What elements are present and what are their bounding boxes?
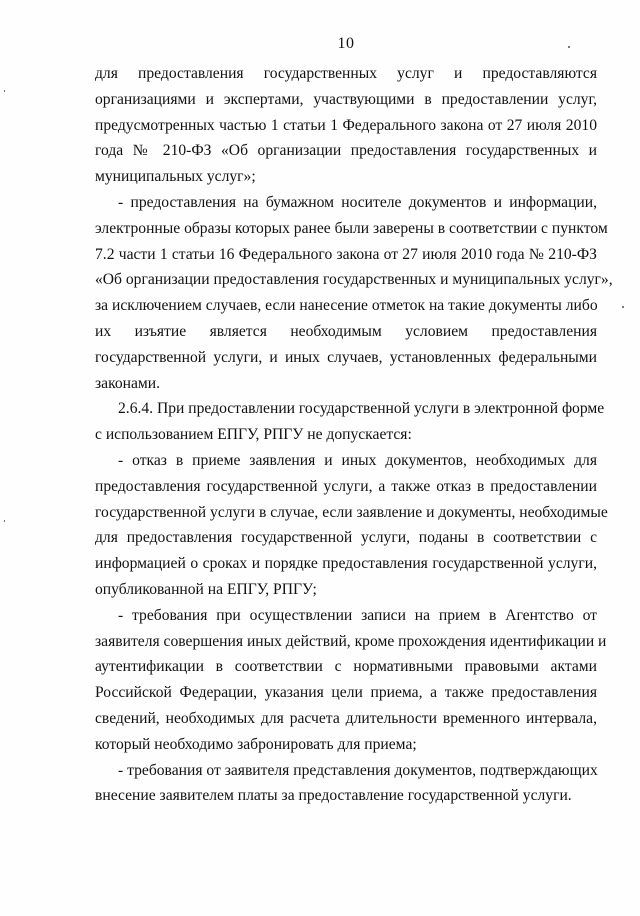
- text-line: с использованием ЕПГУ, РПГУ не допускается:: [95, 426, 412, 444]
- text-line: электронные образы которых ранее были заверены в соответствии с пунктом: [95, 219, 608, 237]
- paragraph: [95, 758, 597, 810]
- text-line: предоставления государственной услуги, а также отказ в предоставлении: [95, 477, 597, 495]
- text-line: законами.: [95, 374, 161, 392]
- text-line: сведений, необходимых для расчета длительности временного интервала,: [95, 709, 597, 727]
- text-line: - предоставления на бумажном носителе документов и информации,: [118, 193, 597, 211]
- text-line: информацией о сроках и порядке предоставления государственной услуги,: [95, 555, 597, 573]
- paragraph: [95, 190, 613, 396]
- text-line: опубликованной на ЕПГУ, РПГУ;: [95, 580, 317, 598]
- text-line: «Об организации предоставления государственных и муниципальных услуг»,: [95, 271, 613, 289]
- text-line: Российской Федерации, указания цели приема, а также предоставления: [95, 684, 597, 702]
- paragraph: [95, 396, 605, 448]
- text-line: государственной услуги в случае, если заявление и документы, необходимые: [95, 503, 608, 521]
- paragraph: [95, 61, 597, 190]
- text-line: - требования при осуществлении записи на прием в Агентство от: [118, 606, 597, 624]
- text-line: за исключением случаев, если нанесение отметок на такие документы либо: [95, 297, 598, 315]
- text-line: года № 210-ФЗ «Об организации предоставления государственных и: [95, 142, 597, 160]
- text-line: - требования от заявителя представления документов, подтверждающих: [118, 761, 598, 779]
- document-body: [95, 61, 613, 809]
- text-line: муниципальных услуг»;: [95, 168, 256, 186]
- text-line: - отказ в приеме заявления и иных документов, необходимых для: [118, 451, 597, 469]
- text-line: 7.2 части 1 статьи 16 Федерального закона от 27 июля 2010 года № 210-ФЗ: [95, 245, 597, 263]
- paragraph: [95, 448, 608, 603]
- text-line: государственной услуги, и иных случаев, установленных федеральными: [95, 348, 597, 366]
- text-line: организациями и экспертами, участвующими в предоставлении услуг,: [95, 90, 597, 108]
- text-line: предусмотренных частью 1 статьи 1 Федерального закона от 27 июля 2010: [95, 116, 597, 134]
- text-line: 2.6.4. При предоставлении государственной услуги в электронной форме: [118, 400, 605, 418]
- paragraph: [95, 603, 607, 758]
- scan-artifact-mark: [4, 90, 5, 92]
- text-line: для предоставления государственных услуг и предоставляются: [95, 65, 597, 82]
- text-line: внесение заявителем платы за предоставление государственной услуги.: [95, 787, 572, 805]
- text-line: аутентификации в соответствии с нормативными правовыми актами: [95, 658, 597, 676]
- text-line: для предоставления государственной услуги, поданы в соответствии с: [95, 529, 597, 547]
- scan-artifact-mark: [568, 46, 570, 48]
- page-number: 10: [337, 35, 355, 52]
- text-line: заявителя совершения иных действий, кроме прохождения идентификации и: [95, 632, 607, 650]
- text-line: их изъятие является необходимым условием предоставления: [95, 322, 597, 340]
- scan-artifact-mark: [4, 520, 5, 522]
- scan-artifact-mark: [622, 306, 624, 308]
- text-line: который необходимо забронировать для приема;: [95, 735, 417, 753]
